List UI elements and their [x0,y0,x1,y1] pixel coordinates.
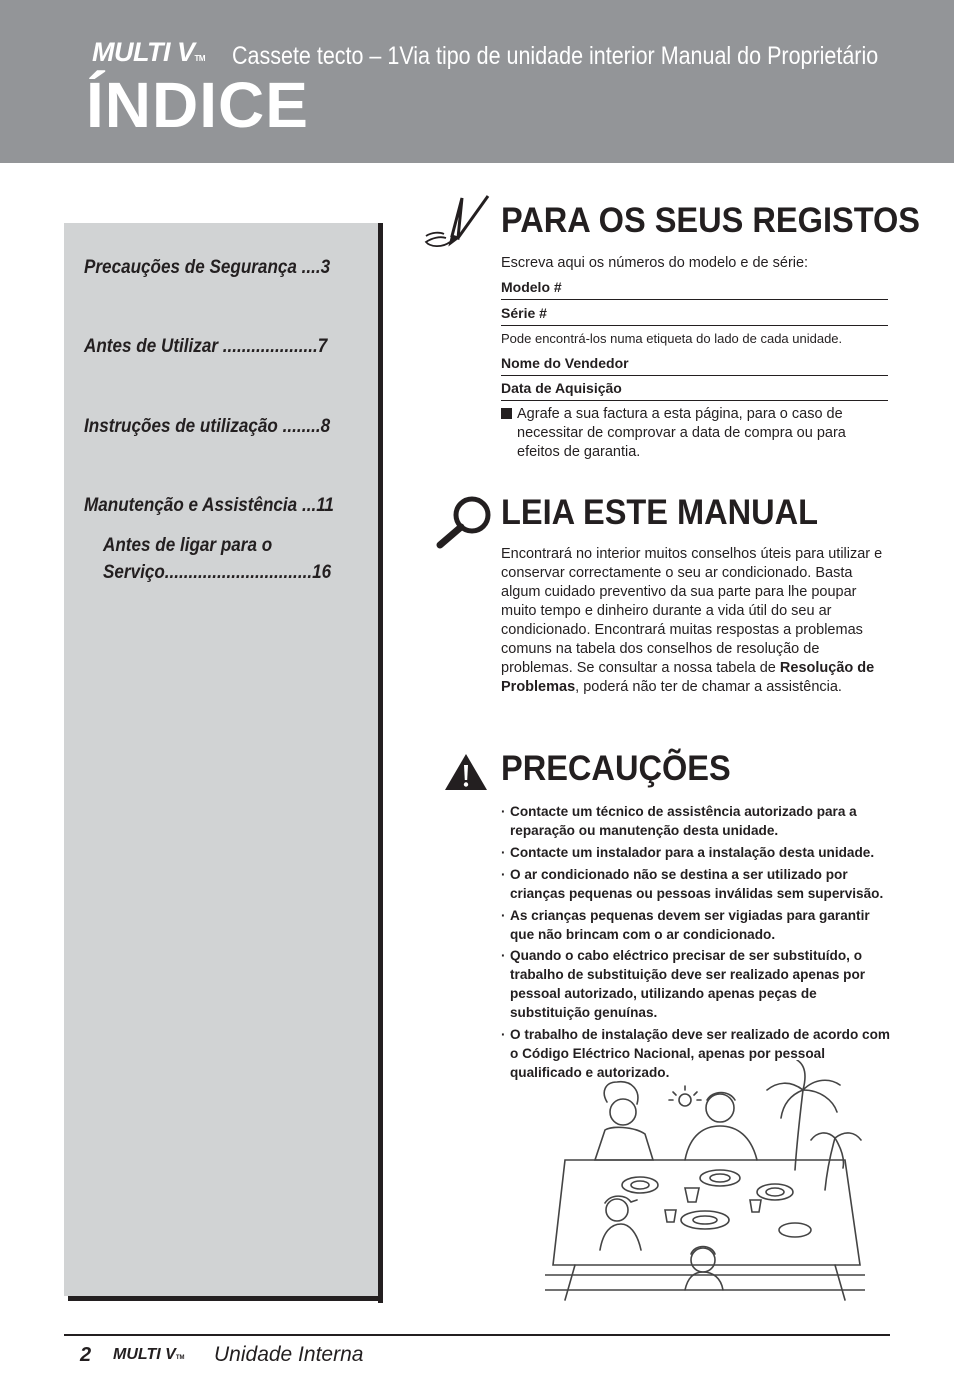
footer-unit-label: Unidade Interna [214,1343,364,1366]
precautions-title: PRECAUÇÕES [501,749,731,788]
toc-shadow-bottom [68,1296,383,1301]
precaution-item: · O trabalho de instalação deve ser realizado de acordo com o Código Eléctrico Nacional, apenas por pessoal qualificado e autorizado. [501,1027,891,1080]
toc-box [64,223,378,1296]
footer-logo-text: MULTI V [113,1346,176,1363]
page-title: ÍNDICE [86,69,309,141]
toc-item-instructions[interactable]: Instruções de utilização ........8 [84,416,331,437]
warning-triangle-icon [443,752,489,792]
records-title: PARA OS SEUS REGISTOS [501,201,921,240]
toc-item-service-line1[interactable]: Antes de ligar para o [103,535,273,556]
purchase-date-label: Data de Aquisição [501,380,622,396]
manual-body-text: Encontrará no interior muitos conselhos úteis para utilizar e conservar correctamente o seu ar condicionado. Basta algum cuidado preventivo da sua parte para lhe poupar muito tempo e dinheiro durante a vida útil do seu ar condicionado. Encontrará muitas respostas a problemas comuns na tabela dos conselhos de resolução de problemas. Se consultar a nossa tabela de [501,546,883,676]
magnifier-icon [434,495,494,551]
header-subtitle: Cassete tecto – 1Via tipo de unidade interior Manual do Proprietário [232,42,879,70]
model-label: Modelo # [501,279,562,295]
footer-logo-tm: TM [175,1355,185,1361]
manual-title: LEIA ESTE MANUAL [501,493,819,532]
model-line[interactable] [501,299,888,300]
bullet-dot: · [501,845,506,860]
bullet-dot: · [501,1027,506,1042]
toc-shadow-right [378,223,383,1303]
toc-item-service-line2[interactable]: Serviço...............................16 [103,562,332,583]
manual-body-end: , poderá não ter de chamar a assistência. [575,679,842,695]
manual-body [501,545,891,697]
footer-rule [64,1334,890,1336]
precaution-item: · As crianças pequenas devem ser vigiadas para garantir que não brincam com o ar condicionado. [501,908,870,942]
square-bullet-icon [501,408,512,419]
dealer-label: Nome do Vendedor [501,355,629,371]
toc-item-maintenance[interactable]: Manutenção e Assistência ...11 [84,495,334,516]
multi-v-logo [92,37,205,68]
precaution-item: · Quando o cabo eléctrico precisar de ser substituído, o trabalho de substituição deve ser realizado apenas por pessoal autorizado, utilizando apenas peças de substituição genuínas. [501,948,866,1020]
page-number: 2 [80,1344,92,1366]
family-picnic-illustration [545,1060,865,1310]
serial-line[interactable] [501,325,888,326]
logo-text: MULTI V [92,37,195,67]
serial-label: Série # [501,305,547,321]
staple-note: Agrafe a sua factura a esta página, para o caso de necessitar de comprovar a data de compra ou para efeitos de garantia. [517,406,846,460]
purchase-date-line[interactable] [501,400,888,401]
precaution-item: · Contacte um técnico de assistência autorizado para a reparação ou manutenção desta unidade. [501,804,857,838]
records-intro: Escreva aqui os números do modelo e de série: [501,255,809,271]
bullet-dot: · [501,908,506,923]
bullet-dot: · [501,948,506,963]
pen-writing-icon [422,192,494,252]
troubleshooting-ref: Resolução de Problemas [501,660,875,695]
bullet-dot: · [501,804,506,819]
footer-logo [113,1346,184,1364]
toc-item-before-use[interactable]: Antes de Utilizar ....................7 [84,336,328,357]
toc-item-safety[interactable]: Precauções de Segurança ....3 [84,257,331,278]
precaution-item: · O ar condicionado não se destina a ser utilizado por crianças pequenas ou pessoas inválidas sem supervisão. [501,867,884,901]
bullet-dot: · [501,867,506,882]
logo-tm: TM [194,54,206,63]
label-note: Pode encontrá-los numa etiqueta do lado de cada unidade. [501,331,843,346]
dealer-line[interactable] [501,375,888,376]
precaution-item: · Contacte um instalador para a instalação desta unidade. [501,845,875,860]
